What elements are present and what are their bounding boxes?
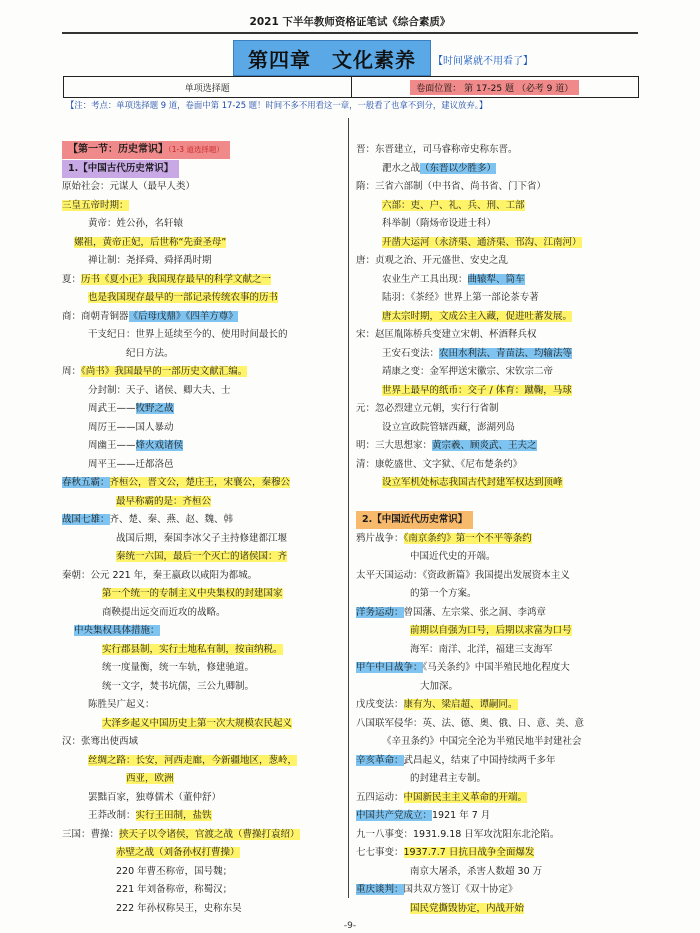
text-line: （东晋以少胜多） (420, 162, 497, 174)
list-item (62, 511, 346, 530)
list-item (62, 178, 346, 197)
list-item (62, 696, 346, 715)
list-item (356, 289, 646, 308)
text-line: 靖康之变：金军押送宋徽宗、宋钦宗二帝 (382, 366, 554, 377)
list-item (62, 585, 346, 604)
text-line: 元：忽必烈建立元朝，实行行省制 (356, 403, 499, 414)
text-line: 唐：贞观之治、开元盛世、安史之乱 (356, 255, 509, 266)
list-item (62, 641, 346, 660)
text-line: 鸦片战争： (356, 532, 404, 544)
column-divider (348, 118, 349, 898)
text-line: 科举制（隋炀帝设进士科） (382, 218, 497, 229)
text-line: 实行王田制，盐铁 (135, 810, 212, 821)
list-item (62, 493, 346, 512)
list-item (62, 567, 346, 586)
list-item (62, 252, 346, 271)
text-line: 周： (62, 366, 82, 377)
text-line: 大加深。 (420, 680, 459, 692)
text-line: 秦朝：公元 221 年，秦王嬴政以咸阳为都城。 (62, 569, 258, 581)
list-item (356, 197, 646, 216)
text-line: 清：康乾盛世、文字狱、《尼布楚条约》 (356, 458, 523, 470)
text-line: 重庆谈判： (356, 884, 404, 895)
list-item (356, 345, 646, 364)
text-line: 最早称霸的是：齐桓公 (116, 495, 212, 507)
list-item (62, 900, 346, 919)
left-column (62, 141, 346, 918)
list-item (356, 530, 646, 549)
list-item (62, 289, 346, 308)
text-line: 战国七雄： (62, 514, 110, 525)
list-item (356, 604, 646, 623)
right-column (356, 141, 646, 918)
chapter-title: 第四章 文化素养 (233, 40, 431, 76)
text-line: 实行郡县制，实行土地私有制，按亩纳税。 (102, 643, 283, 655)
list-item (356, 308, 646, 327)
text-line: 隋：三省六部制（中书省、尚书省、门下省） (356, 181, 547, 192)
text-line: 曾国藩、左宗棠、张之洞、李鸿章 (403, 606, 547, 618)
text-line: 中央集权具体措施： (74, 625, 160, 636)
list-item (62, 659, 346, 678)
text-line: 夏： (62, 273, 82, 285)
list-item (356, 752, 646, 771)
section-title-text: 【第一节：历史常识】 (68, 144, 168, 155)
text-line: 辛亥革命： (356, 754, 404, 766)
text-line: 九一八事变：1931.9.18 日军攻沈阳东北沦陷。 (356, 828, 560, 840)
list-item (356, 178, 646, 197)
list-item (62, 678, 346, 697)
text-line: 统一文字，焚书坑儒，三公九卿制。 (102, 680, 255, 692)
list-item (62, 789, 346, 808)
list-item (62, 733, 346, 752)
text-line: 中国近代史的开端。 (410, 551, 496, 562)
text-line: 戊戌变法： (356, 699, 404, 710)
text-line: 国民党撕毁协定，内战开始 (410, 902, 525, 914)
text-line: 三皇五帝时期： (62, 199, 129, 211)
text-line: 1937.7.7 日抗日战争全面爆发 (403, 847, 535, 858)
list-item (62, 622, 346, 641)
text-line: 海军：南洋、北洋，福建三支海军 (410, 643, 553, 655)
list-item (62, 215, 346, 234)
text-line: 设立军机处标志我国古代封建军权达到顶峰 (382, 477, 563, 488)
list-item (62, 770, 346, 789)
text-line: 《尚书》我国最早的一部历史文献汇编。 (81, 366, 248, 377)
text-line: 大泽乡起义中国历史上第一次大规模农民起义 (102, 717, 293, 729)
list-item (62, 530, 346, 549)
text-line: 《马关条约》中国半殖民地化程度大 (422, 662, 570, 673)
list-item (356, 826, 646, 845)
subsection-heading (356, 511, 646, 530)
section-subtitle: （1-3 道选择题） (168, 145, 224, 154)
text-line: 221 年刘备称帝，称蜀汉； (116, 884, 233, 895)
text-line: 南京大屠杀，杀害人数超 30 万 (410, 865, 543, 877)
list-item (62, 271, 346, 290)
document-header: 2021 下半年教师资格证笔试《综合素质》 (249, 16, 451, 28)
text-line: 甲午中日战争： (356, 662, 423, 673)
list-item (356, 863, 646, 882)
question-type: 单项选择题 (184, 83, 230, 94)
list-item (62, 456, 346, 475)
text-line: 前期以自强为口号，后期以求富为口号 (410, 625, 572, 636)
list-item (62, 382, 346, 401)
list-item (62, 844, 346, 863)
position-label: 卷面位置： 第 17-25 题 （必考 9 道） (410, 80, 579, 95)
list-item (356, 141, 646, 160)
list-item (62, 474, 346, 493)
list-item (62, 308, 346, 327)
list-item (62, 345, 346, 364)
list-item (356, 881, 646, 900)
text-line: 纪日方法。 (126, 347, 174, 359)
text-line: 唐太宗时期，文成公主入藏，促进吐蕃发展。 (382, 310, 573, 322)
text-line: 农业生产工具出现： (382, 273, 468, 285)
section-heading (62, 141, 346, 160)
list-item (356, 807, 646, 826)
text-line: 武昌起义，结束了中国持续两千多年 (403, 754, 556, 766)
list-item (356, 271, 646, 290)
text-line: 八国联军侵华：英、法、德、奥、俄、日、意、美、意 (356, 717, 585, 729)
text-line: 春秋五霸： (62, 477, 110, 488)
info-table (63, 76, 639, 98)
text-line: 第一个统一的专制主义中央集权的封建国家 (102, 588, 283, 599)
text-line: 挟天子以令诸侯，官渡之战（曹操打袁绍） (119, 828, 300, 840)
text-line: 太平天国运动：《资政新篇》我国提出发展资本主义 (356, 569, 570, 581)
list-item (356, 733, 646, 752)
list-item (62, 197, 346, 216)
text-line: 中国新民主主义革命的开端。 (403, 791, 528, 803)
text-line: 康有为、梁启超、谭嗣同。 (403, 699, 518, 710)
text-line: 秦统一六国，最后一个灭亡的诸侯国：齐 (116, 551, 288, 562)
list-item (62, 604, 346, 623)
text-line: 的第一个方案。 (410, 588, 477, 599)
list-item (356, 363, 646, 382)
list-item (62, 826, 346, 845)
text-line: 的封建君主专制。 (410, 773, 487, 784)
list-item (356, 789, 646, 808)
position-cell (351, 77, 639, 97)
section-title (62, 141, 230, 159)
list-item (356, 252, 646, 271)
text-line: 曲辕犁、筒车 (467, 273, 525, 285)
text-line: 设立宣政院管辖西藏，澎湖列岛 (382, 421, 516, 433)
list-item (356, 715, 646, 734)
text-line: 黄宗羲、顾炎武、王夫之 (432, 440, 537, 451)
text-line: 三国：曹操： (62, 828, 120, 840)
header-rule (62, 32, 638, 34)
text-line: 也是我国现存最早的一部记录传统农事的历书 (88, 292, 279, 303)
text-line: 嫘祖，黄帝正妃，后世称“先蚕圣母” (74, 236, 227, 248)
list-item (62, 752, 346, 771)
list-item (62, 548, 346, 567)
list-item (356, 548, 646, 567)
text-line: 齐桓公，晋文公，楚庄王，宋襄公，秦穆公 (109, 477, 291, 488)
text-line: 农田水利法、青苗法、均输法等 (439, 347, 573, 359)
list-item (356, 659, 646, 678)
spacer (356, 493, 646, 512)
list-item (356, 456, 646, 475)
list-item (356, 567, 646, 586)
text-line: 牧野之战 (135, 403, 174, 414)
list-item (356, 326, 646, 345)
list-item (356, 900, 646, 919)
text-line: 黄帝：姓公孙，名轩辕 (88, 218, 184, 229)
text-line: 洋务运动： (356, 606, 404, 618)
text-line: 丝绸之路：长安，河西走廊，今新疆地区，葱岭， (88, 754, 298, 766)
text-line: 干支纪日：世界上延续至今的、使用时间最长的 (88, 329, 288, 340)
subsection-title: 2.【中国近代历史常识】 (356, 511, 473, 529)
text-line: 七七事变： (356, 847, 404, 858)
text-line: 王莽改制： (88, 810, 136, 821)
question-type-cell (64, 77, 351, 97)
list-item (356, 437, 646, 456)
text-line: 烽火戏诸侯 (135, 440, 184, 451)
list-item (356, 419, 646, 438)
text-line: 罢黜百家，独尊儒术（董仲舒） (88, 791, 222, 803)
text-line: 商：商朝青铜器 (62, 310, 129, 322)
list-item (62, 437, 346, 456)
list-item (356, 382, 646, 401)
text-line: 赤壁之战（刘备孙权打曹操） (116, 847, 240, 858)
list-item (356, 215, 646, 234)
text-line: 国共双方签订《双十协定》 (403, 884, 518, 895)
text-line: 禅让制：尧择舜、舜择禹时期 (88, 255, 212, 266)
text-line: 淝水之战 (382, 162, 421, 174)
list-item (62, 326, 346, 345)
list-item (62, 419, 346, 438)
text-line: 周幽王—— (88, 440, 136, 451)
list-item (356, 234, 646, 253)
text-line: 王安石变法： (382, 347, 440, 359)
text-line: 开凿大运河（永济渠、通济渠、邗沟、江南河） (382, 236, 582, 248)
text-line: 晋：东晋建立，司马睿称帝史称东晋。 (356, 144, 518, 155)
text-line: 周厉王——国人暴动 (88, 421, 174, 433)
text-line: 统一度量衡，统一车轨，修建驰道。 (102, 662, 255, 673)
text-line: 原始社会：元谋人（最早人类） (62, 181, 196, 192)
text-line: 世界上最早的纸币：交子 / 体育：蹴鞠，马球 (382, 384, 572, 396)
text-line: 222 年孙权称吴王，史称东吴 (116, 902, 242, 914)
text-line: 中国共产党成立： (356, 810, 433, 821)
list-item (356, 160, 646, 179)
list-item (356, 622, 646, 641)
text-line: 明：三大思想家： (356, 440, 433, 451)
text-line: 汉：张骞出使西域 (62, 736, 139, 747)
text-line: 六部：吏、户、礼、兵、刑、工部 (382, 199, 525, 211)
list-item (62, 400, 346, 419)
text-line: 220 年曹丕称帝，国号魏； (116, 865, 233, 877)
subsection-title: 1.【中国古代历史常识】 (62, 160, 179, 178)
list-item (62, 715, 346, 734)
list-item (356, 770, 646, 789)
text-line: 宋：赵匡胤陈桥兵变建立宋朝、杯酒释兵权 (356, 329, 537, 340)
list-item (356, 400, 646, 419)
list-item (356, 844, 646, 863)
subsection-heading (62, 160, 346, 179)
text-line: 周平王——迁都洛邑 (88, 458, 174, 470)
chapter-note: 【时间紧就不用看了】 (433, 56, 533, 67)
page-number: -9- (343, 921, 357, 931)
text-line: 陈胜吴广起义： (88, 699, 155, 710)
list-item (356, 474, 646, 493)
text-line: 《辛丑条约》中国完全沦为半殖民地半封建社会 (382, 736, 582, 747)
list-item (62, 363, 346, 382)
text-line: 《南京条约》第一个不平等条约 (403, 532, 532, 544)
text-line: 商鞅提出远交而近攻的战略。 (102, 606, 226, 618)
list-item (62, 881, 346, 900)
list-item (62, 863, 346, 882)
text-line: 历书《夏小正》我国现存最早的科学文献之一 (81, 273, 272, 285)
text-line: 西亚，欧洲 (126, 773, 174, 784)
text-line: 《后母戊鼎》《四羊方尊》 (128, 310, 238, 322)
text-line: 1921 年 7 月 (432, 810, 491, 821)
text-line: 陆羽：《茶经》世界上第一部论茶专著 (382, 292, 539, 303)
list-item (356, 678, 646, 697)
list-item (356, 696, 646, 715)
list-item (356, 585, 646, 604)
text-line: 战国后期，秦国李冰父子主持修建都江堰 (116, 532, 288, 544)
exam-note: 【注：考点：单项选择题 9 道，卷面中第 17-25 题！时间不多不用看这一章，一般看了也拿不到分，建议放弃。】 (66, 100, 488, 110)
text-line: 分封制：天子、诸侯、卿大夫、士 (88, 384, 231, 396)
text-line: 五四运动： (356, 791, 404, 803)
list-item (62, 807, 346, 826)
text-line: 齐、楚、秦、燕、赵、魏、韩 (109, 514, 234, 525)
text-line: 周武王—— (88, 403, 136, 414)
list-item (356, 641, 646, 660)
list-item (62, 234, 346, 253)
